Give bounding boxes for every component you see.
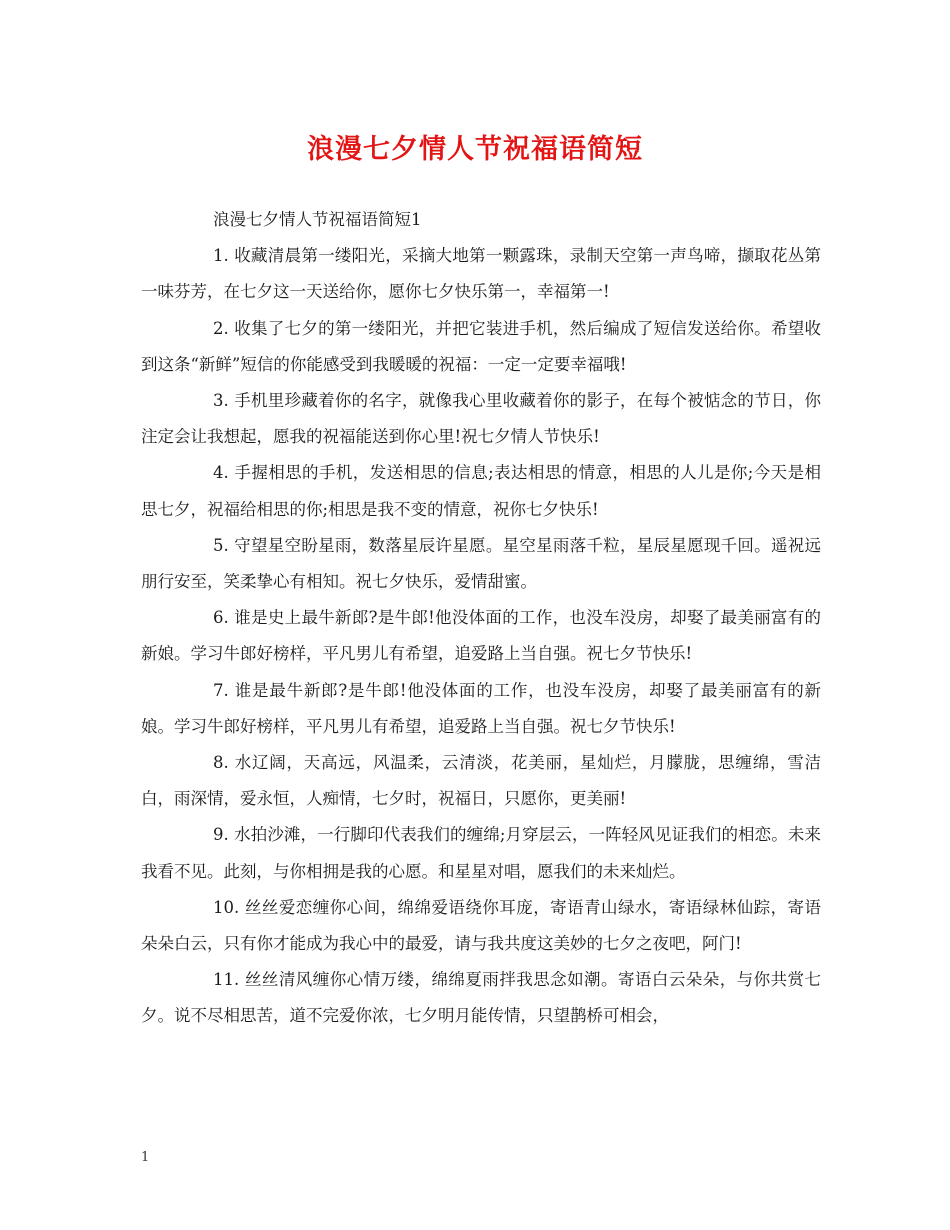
- paragraph-3: 3. 手机里珍藏着你的名字，就像我心里收藏着你的影子，在每个被惦念的节日，你注定会让我想起，愿我的祝福能送到你心里!祝七夕情人节快乐!: [141, 391, 821, 447]
- document-body: [141, 202, 821, 1035]
- paragraph-5: 5. 守望星空盼星雨，数落星辰许星愿。星空星雨落千粒，星辰星愿现千回。遥祝远朋行安至，笑柔挚心有相知。祝七夕快乐，爱情甜蜜。: [141, 535, 821, 592]
- paragraph-1: 1. 收藏清晨第一缕阳光，采摘大地第一颗露珠，录制天空第一声鸟啼，撷取花丛第一味芬芳，在七夕这一天送给你，愿你七夕快乐第一，幸福第一!: [141, 246, 821, 302]
- paragraph-10: 10. 丝丝爱恋缠你心间，绵绵爱语绕你耳庞，寄语青山绿水，寄语绿林仙踪，寄语朵朵白云，只有你才能成为我心中的最爱，请与我共度这美妙的七夕之夜吧，阿门!: [141, 897, 821, 954]
- paragraph-8: 8. 水辽阔，天高远，风温柔，云清淡，花美丽，星灿烂，月朦胧，思缠绵，雪洁白，雨深情，爱永恒，人痴情，七夕时，祝福日，只愿你，更美丽!: [141, 753, 821, 809]
- paragraph-2: 2. 收集了七夕的第一缕阳光，并把它装进手机，然后编成了短信发送给你。希望收到这条“新鲜”短信的你能感受到我暖暖的祝福：一定一定要幸福哦!: [141, 318, 821, 374]
- paragraph-6: 6. 谁是史上最牛新郎?是牛郎!他没体面的工作，也没车没房，却娶了最美丽富有的新娘。学习牛郎好榜样，平凡男儿有希望，追爱路上当自强。祝七夕节快乐!: [141, 608, 821, 664]
- section-heading: 浪漫七夕情人节祝福语简短1: [213, 210, 422, 229]
- page-number: 1: [141, 1150, 150, 1165]
- paragraph-7: 7. 谁是最牛新郎?是牛郎!他没体面的工作，也没车没房，却娶了最美丽富有的新娘。学习牛郎好榜样，平凡男儿有希望，追爱路上当自强。祝七夕节快乐!: [141, 680, 821, 736]
- paragraph-11: 11. 丝丝清风缠你心情万缕，绵绵夏雨拌我思念如潮。寄语白云朵朵，与你共赏七夕。说不尽相思苦，道不完爱你浓，七夕明月能传情，只望鹊桥可相会，: [141, 970, 821, 1026]
- paragraph-9: 9. 水拍沙滩，一行脚印代表我们的缠绵;月穿层云，一阵轻风见证我们的相恋。未来我看不见。此刻，与你相拥是我的心愿。和星星对唱，愿我们的未来灿烂。: [141, 825, 821, 881]
- paragraph-4: 4. 手握相思的手机，发送相思的信息;表达相思的情意，相思的人儿是你;今天是相思七夕，祝福给相思的你;相思是我不变的情意，祝你七夕快乐!: [141, 463, 821, 519]
- document-title: 浪漫七夕情人节祝福语简短: [307, 134, 643, 165]
